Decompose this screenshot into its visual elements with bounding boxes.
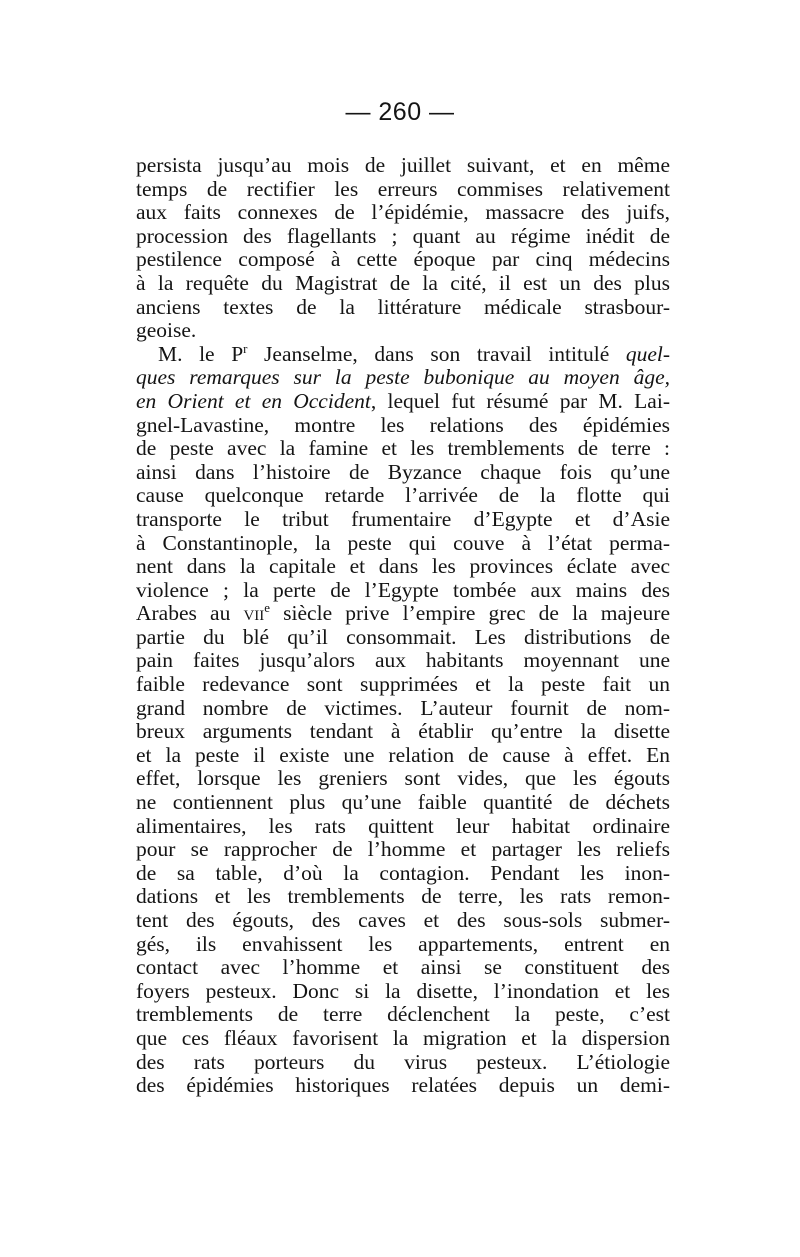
text-run: M. le P — [158, 341, 244, 366]
text-line — [136, 154, 670, 178]
text-run: ainsi dans l’histoire de Byzance chaque fois qu’une — [136, 459, 670, 484]
text-run: à Constantinople, la peste qui couve à l’état perma- — [136, 530, 670, 555]
text-run: Jeanselme, dans son travail intitulé — [247, 341, 626, 366]
text-run: siècle prive l’empire grec de la majeure — [270, 601, 670, 626]
text-run: ne contiennent plus qu’une faible quantité de déchets — [136, 790, 670, 815]
text-run: temps de rectifier les erreurs commises relativement — [136, 176, 670, 201]
text-run: Arabes au — [136, 601, 244, 626]
page-number: — 260 — — [345, 98, 455, 126]
text-run: grand nombre de victimes. L’auteur fournit de nom- — [136, 695, 670, 720]
text-line — [136, 437, 670, 461]
text-run: des rats porteurs du virus pesteux. L’étiologie — [136, 1049, 670, 1074]
text-run: de peste avec la famine et les tremblements de terre : — [136, 436, 670, 461]
text-run: des épidémies historiques relatées depuis un demi- — [136, 1073, 670, 1098]
text-line — [136, 838, 670, 862]
text-run: cause quelconque retarde l’arrivée de la flotte qui — [136, 483, 670, 508]
text-line — [136, 933, 670, 957]
text-run: violence ; la perte de l’Egypte tombée aux mains des — [136, 577, 670, 602]
text-run: quel- — [625, 341, 671, 366]
text-run: pestilence composé à cette époque par cinq médecins — [136, 247, 670, 272]
text-line — [136, 649, 670, 673]
text-line — [136, 885, 670, 909]
text-run: dations et les tremblements de terre, les rats remon- — [136, 884, 670, 909]
text-line — [136, 980, 670, 1004]
text-line — [136, 1003, 670, 1027]
text-run: pour se rapprocher de l’homme et partager les reliefs — [136, 837, 670, 862]
text-run: alimentaires, les rats quittent leur habitat ordinaire — [136, 813, 670, 838]
text-line — [136, 248, 670, 272]
text-run: que ces fléaux favorisent la migration et la dispersion — [136, 1025, 670, 1050]
text-line — [136, 319, 670, 343]
text-line — [136, 343, 670, 367]
body-text — [136, 154, 670, 1098]
text-line — [136, 461, 670, 485]
text-line — [136, 555, 670, 579]
text-run: nent dans la capitale et dans les provinces éclate avec — [136, 554, 670, 579]
text-run: partie du blé qu’il consommait. Les distributions de — [136, 624, 670, 649]
text-run: vii — [243, 601, 265, 626]
text-line — [136, 484, 670, 508]
text-run: faible redevance sont supprimées et la peste fait un — [136, 672, 670, 697]
text-run: r — [243, 341, 248, 356]
text-line — [136, 1027, 670, 1051]
text-run: procession des flagellants ; quant au régime inédit de — [136, 223, 670, 248]
text-line — [136, 626, 670, 650]
text-run: gnel-Lavastine, montre les relations des épidémies — [136, 412, 670, 437]
text-run: tent des égouts, des caves et des sous-sols submer- — [136, 908, 670, 932]
text-run: effet, lorsque les greniers sont vides, que les égouts — [136, 766, 670, 791]
text-line — [136, 532, 670, 556]
text-line — [136, 673, 670, 697]
text-run: e — [264, 601, 271, 616]
text-line — [136, 390, 670, 414]
text-run: contact avec l’homme et ainsi se constituent des — [136, 955, 670, 980]
text-run: anciens textes de la littérature médicale strasbour- — [136, 294, 670, 319]
text-run: en Orient et en Occident — [136, 388, 371, 413]
text-run: et la peste il existe une relation de cause à effet. En — [136, 742, 670, 767]
text-run: geoise. — [136, 318, 197, 343]
text-line — [136, 201, 670, 225]
text-run: pain faites jusqu’alors aux habitants moyennant une — [136, 648, 670, 673]
text-run: , lequel fut résumé par M. Lai- — [370, 388, 670, 413]
text-run: transporte le tribut frumentaire d’Egypte et d’Asie — [136, 506, 670, 531]
text-run: aux faits connexes de l’épidémie, massacre des juifs, — [136, 200, 670, 225]
text-line — [136, 602, 670, 626]
text-line — [136, 956, 670, 980]
text-run: breux arguments tendant à établir qu’entre la disette — [136, 719, 670, 744]
text-line — [136, 744, 670, 768]
text-run: de sa table, d’où la contagion. Pendant les inon- — [136, 860, 670, 885]
text-line — [136, 414, 670, 438]
text-line — [136, 862, 670, 886]
text-run: foyers pesteux. Donc si la disette, l’inondation et les — [136, 978, 670, 1003]
text-line — [136, 909, 670, 933]
text-run: ques remarques sur la peste bubonique au moyen âge, — [136, 365, 670, 390]
text-run: tremblements de terre déclenchent la peste, c’est — [136, 1002, 670, 1027]
text-line — [136, 1074, 670, 1098]
text-line — [136, 815, 670, 839]
text-line — [136, 697, 670, 721]
text-line — [136, 225, 670, 249]
text-line — [136, 178, 670, 202]
text-run: persista jusqu’au mois de juillet suivant, et en même — [136, 153, 670, 177]
text-line — [136, 366, 670, 390]
text-line — [136, 508, 670, 532]
text-line — [136, 791, 670, 815]
text-line — [136, 296, 670, 320]
text-line — [136, 767, 670, 791]
text-line — [136, 1051, 670, 1075]
text-line — [136, 579, 670, 603]
text-line — [136, 272, 670, 296]
text-run: à la requête du Magistrat de la cité, il est un des plus — [136, 270, 670, 295]
text-run: gés, ils envahissent les appartements, entrent en — [136, 931, 670, 956]
text-line — [136, 720, 670, 744]
